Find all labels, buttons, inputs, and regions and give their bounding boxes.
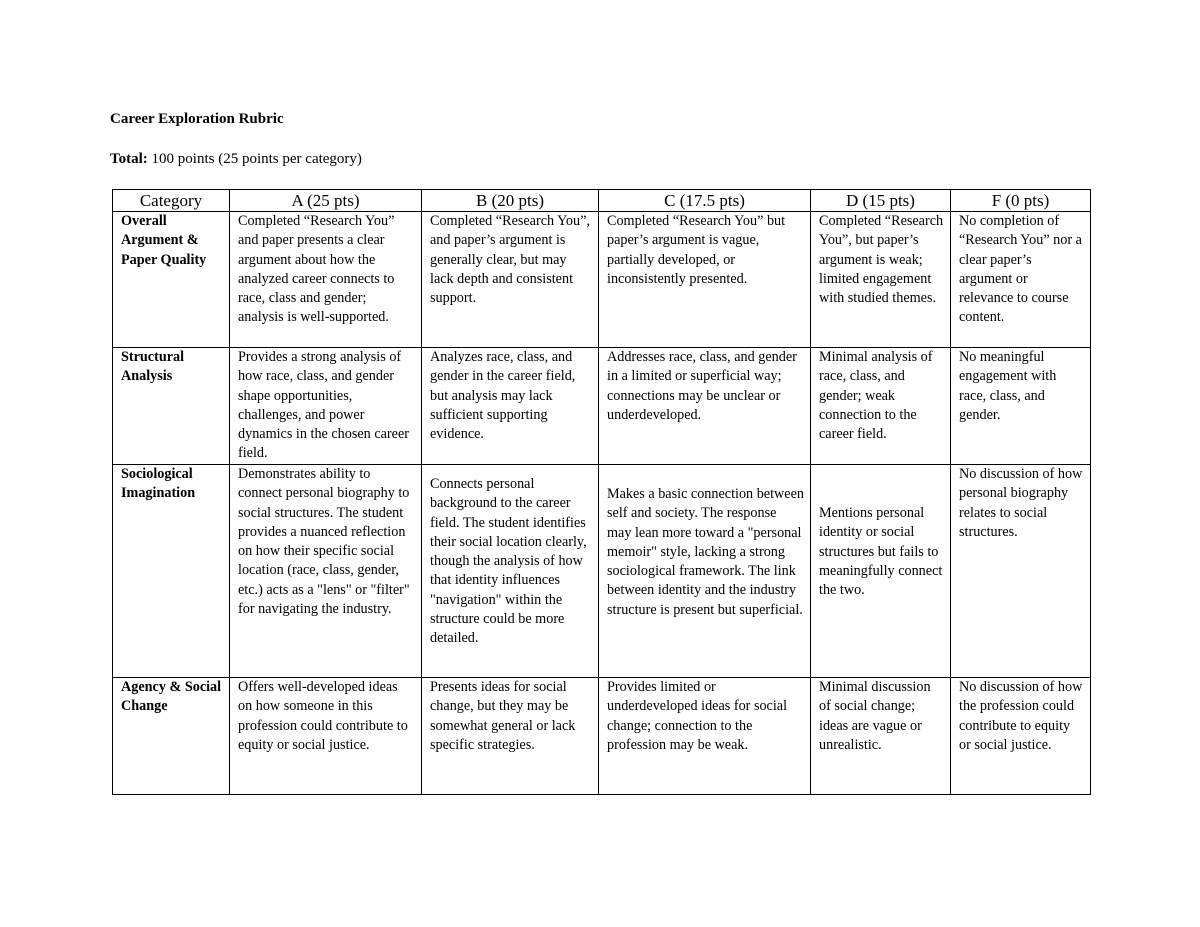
criteria-cell-c: Completed “Research You” but paper’s argument is vague, partially developed, or inconsistently presented. bbox=[599, 212, 811, 348]
criteria-cell-a bbox=[230, 465, 422, 678]
table-row bbox=[113, 678, 1091, 795]
header-category: Category bbox=[113, 190, 230, 212]
table-row bbox=[113, 348, 1091, 465]
criteria-cell-d: Minimal discussion of social change; ideas are vague or unrealistic. bbox=[811, 678, 951, 795]
criteria-text: No discussion of how personal biography relates to social structures. bbox=[959, 466, 1083, 540]
table-row bbox=[113, 212, 1091, 348]
table-row bbox=[113, 465, 1091, 678]
criteria-cell-f: No meaningful engagement with race, class, and gender. bbox=[951, 348, 1091, 465]
criteria-cell-a: Completed “Research You” and paper presents a clear argument about how the analyzed career connects to race, class and gender; analysis is well-supported. bbox=[230, 212, 422, 348]
criteria-text: Mentions personal identity or social structures but fails to meaningfully connect the two. bbox=[819, 505, 943, 599]
header-grade-f: F (0 pts) bbox=[951, 190, 1091, 212]
criteria-text: Makes a basic connection between self and society. The response may lean more toward a "personal memoir" style, lacking a strong sociological framework. The link between identity and the industry structure is present but superficial. bbox=[607, 486, 804, 618]
criteria-cell-a: Provides a strong analysis of how race, class, and gender shape opportunities, challenges, and power dynamics in the chosen career field. bbox=[230, 348, 422, 465]
category-cell: Structural Analysis bbox=[113, 348, 230, 465]
header-grade-a: A (25 pts) bbox=[230, 190, 422, 212]
criteria-cell-f: No completion of “Research You” nor a clear paper’s argument or relevance to course content. bbox=[951, 212, 1091, 348]
category-cell: Sociological Imagination bbox=[113, 465, 230, 678]
criteria-cell-c bbox=[599, 465, 811, 678]
criteria-cell-b: Presents ideas for social change, but they may be somewhat general or lack specific strategies. bbox=[422, 678, 599, 795]
criteria-cell-c: Addresses race, class, and gender in a limited or superficial way; connections may be unclear or underdeveloped. bbox=[599, 348, 811, 465]
total-value: 100 points (25 points per category) bbox=[147, 151, 362, 167]
criteria-cell-b: Completed “Research You”, and paper’s argument is generally clear, but may lack depth and consistent support. bbox=[422, 212, 599, 348]
rubric-table bbox=[112, 189, 1091, 795]
criteria-text: Demonstrates ability to connect personal biography to social structures. The student provides a nuanced reflection on how their specific social location (race, class, gender, etc.) acts as a "lens" or "filter" for navigating the industry. bbox=[238, 466, 410, 618]
total-points-line bbox=[110, 150, 362, 169]
total-label: Total: bbox=[110, 151, 148, 167]
header-grade-b: B (20 pts) bbox=[422, 190, 599, 212]
criteria-cell-f: No discussion of how the profession could contribute to equity or social justice. bbox=[951, 678, 1091, 795]
criteria-cell-d: Minimal analysis of race, class, and gender; weak connection to the career field. bbox=[811, 348, 951, 465]
criteria-cell-b: Analyzes race, class, and gender in the career field, but analysis may lack sufficient supporting evidence. bbox=[422, 348, 599, 465]
criteria-text: Connects personal background to the career field. The student identifies their social location clearly, though the analysis of how that identity influences "navigation" within the structure could be more detailed. bbox=[430, 476, 587, 647]
criteria-cell-f bbox=[951, 465, 1091, 678]
category-cell: Agency & Social Change bbox=[113, 678, 230, 795]
header-grade-c: C (17.5 pts) bbox=[599, 190, 811, 212]
criteria-cell-d: Completed “Research You”, but paper’s argument is weak; limited engagement with studied themes. bbox=[811, 212, 951, 348]
criteria-cell-b bbox=[422, 465, 599, 678]
criteria-cell-c: Provides limited or underdeveloped ideas for social change; connection to the profession may be weak. bbox=[599, 678, 811, 795]
header-row bbox=[113, 190, 1091, 212]
criteria-cell-a: Offers well-developed ideas on how someone in this profession could contribute to equity or social justice. bbox=[230, 678, 422, 795]
category-cell: Overall Argument & Paper Quality bbox=[113, 212, 230, 348]
criteria-cell-d bbox=[811, 465, 951, 678]
header-grade-d: D (15 pts) bbox=[811, 190, 951, 212]
document-title: Career Exploration Rubric bbox=[110, 111, 284, 127]
